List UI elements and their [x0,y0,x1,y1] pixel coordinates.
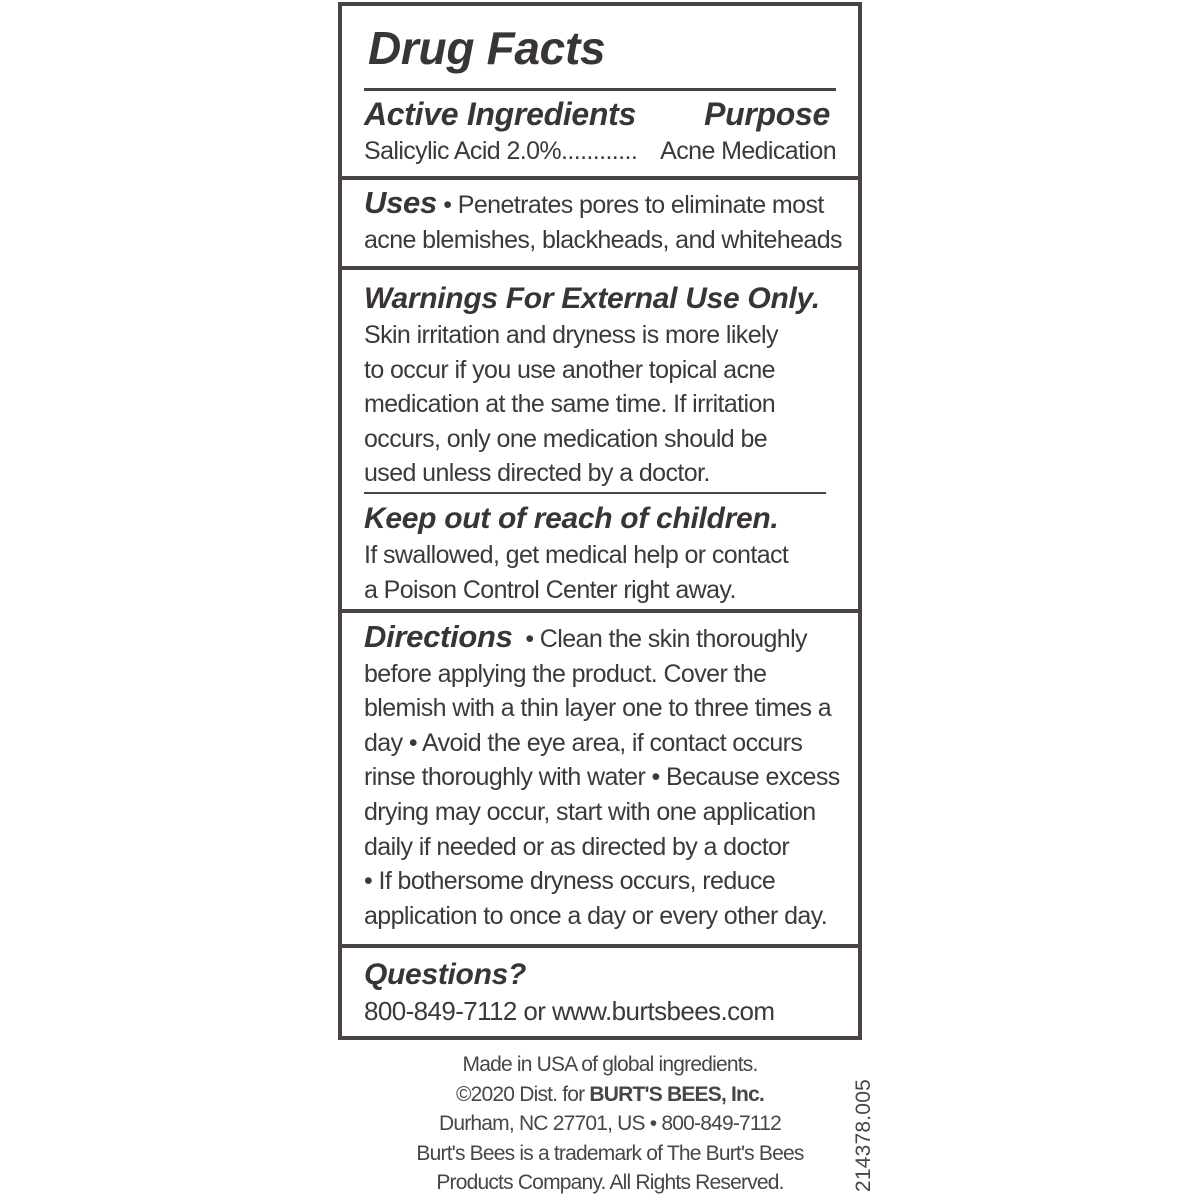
questions-heading: Questions? [364,958,527,991]
footer-line: Made in USA of global ingredients. [462,1053,758,1076]
purpose-heading: Purpose [704,96,830,132]
directions-heading: Directions [364,619,513,654]
section-divider [342,609,858,613]
questions-contact: 800-849-7112 or www.burtsbees.com [364,996,775,1026]
warnings-text-line: Skin irritation and dryness is more likely [364,321,778,349]
questions-section [342,956,858,1029]
section-divider [342,266,858,270]
directions-text-line: before applying the product. Cover the [364,659,767,688]
keep-out-heading: Keep out of reach of children. [364,502,779,535]
title-divider [364,88,836,91]
ingredient-leader: ............ [561,137,638,165]
lot-code: 214378.005 [852,1079,875,1192]
directions-first-line [364,620,836,657]
warnings-text-line: occurs, only one medication should be [364,424,768,453]
warnings-subdivider [364,492,826,494]
active-ingredients-header [364,94,830,134]
directions-text-line: day • Avoid the eye area, if contact occurs [364,728,803,757]
uses-heading: Uses [364,185,437,220]
directions-text-line: drying may occur, start with one application [364,797,816,826]
directions-section [342,620,858,933]
keep-out-text-line: a Poison Control Center right away. [364,575,736,604]
footer-brand: BURT'S BEES, Inc. [589,1082,764,1106]
directions-text-line: daily if needed or as directed by a doctor [364,832,790,861]
drug-facts-title: Drug Facts [368,22,606,74]
footer-line: Products Company. All Rights Reserved. [436,1171,784,1194]
ingredient-purpose: Acne Medication [660,137,836,165]
uses-text-line: acne blemishes, blackheads, and whiteheads [364,225,842,254]
directions-text-line: blemish with a thin layer one to three times a [364,694,832,723]
footer-line: Durham, NC 27701, US • 800-849-7112 [438,1112,781,1135]
keep-out-section [342,500,858,607]
directions-text-line: • Clean the skin thoroughly [525,625,807,653]
uses-section [342,186,858,257]
section-divider [342,176,858,180]
distributor-footer [400,1050,820,1198]
footer-line-distributor [400,1080,820,1110]
warnings-section [342,280,858,491]
ingredient-name: Salicylic Acid 2.0% [364,137,562,165]
keep-out-text-line: If swallowed, get medical help or contact [364,541,789,569]
ingredient-cell [364,134,637,168]
uses-line [364,186,836,223]
active-ingredients-heading: Active Ingredients [364,96,637,132]
footer-line: Burt's Bees is a trademark of The Burt's Bees [416,1141,804,1165]
warnings-text-line: to occur if you use another topical acne [364,355,775,384]
footer-dist-prefix: ©2020 Dist. for [456,1082,590,1106]
section-divider [342,944,858,948]
active-ingredient-row [364,134,836,168]
drug-facts-panel [338,2,862,1040]
warnings-text-line: used unless directed by a doctor. [364,459,710,488]
directions-text-line: • If bothersome dryness occurs, reduce [364,867,776,896]
warnings-text-line: medication at the same time. If irritation [364,390,776,419]
warnings-heading: Warnings For External Use Only. [364,282,820,315]
directions-text-line: application to once a day or every other day. [364,901,828,930]
directions-text-line: rinse thoroughly with water • Because excess [364,763,840,792]
uses-text-line: • Penetrates pores to eliminate most [443,191,824,219]
